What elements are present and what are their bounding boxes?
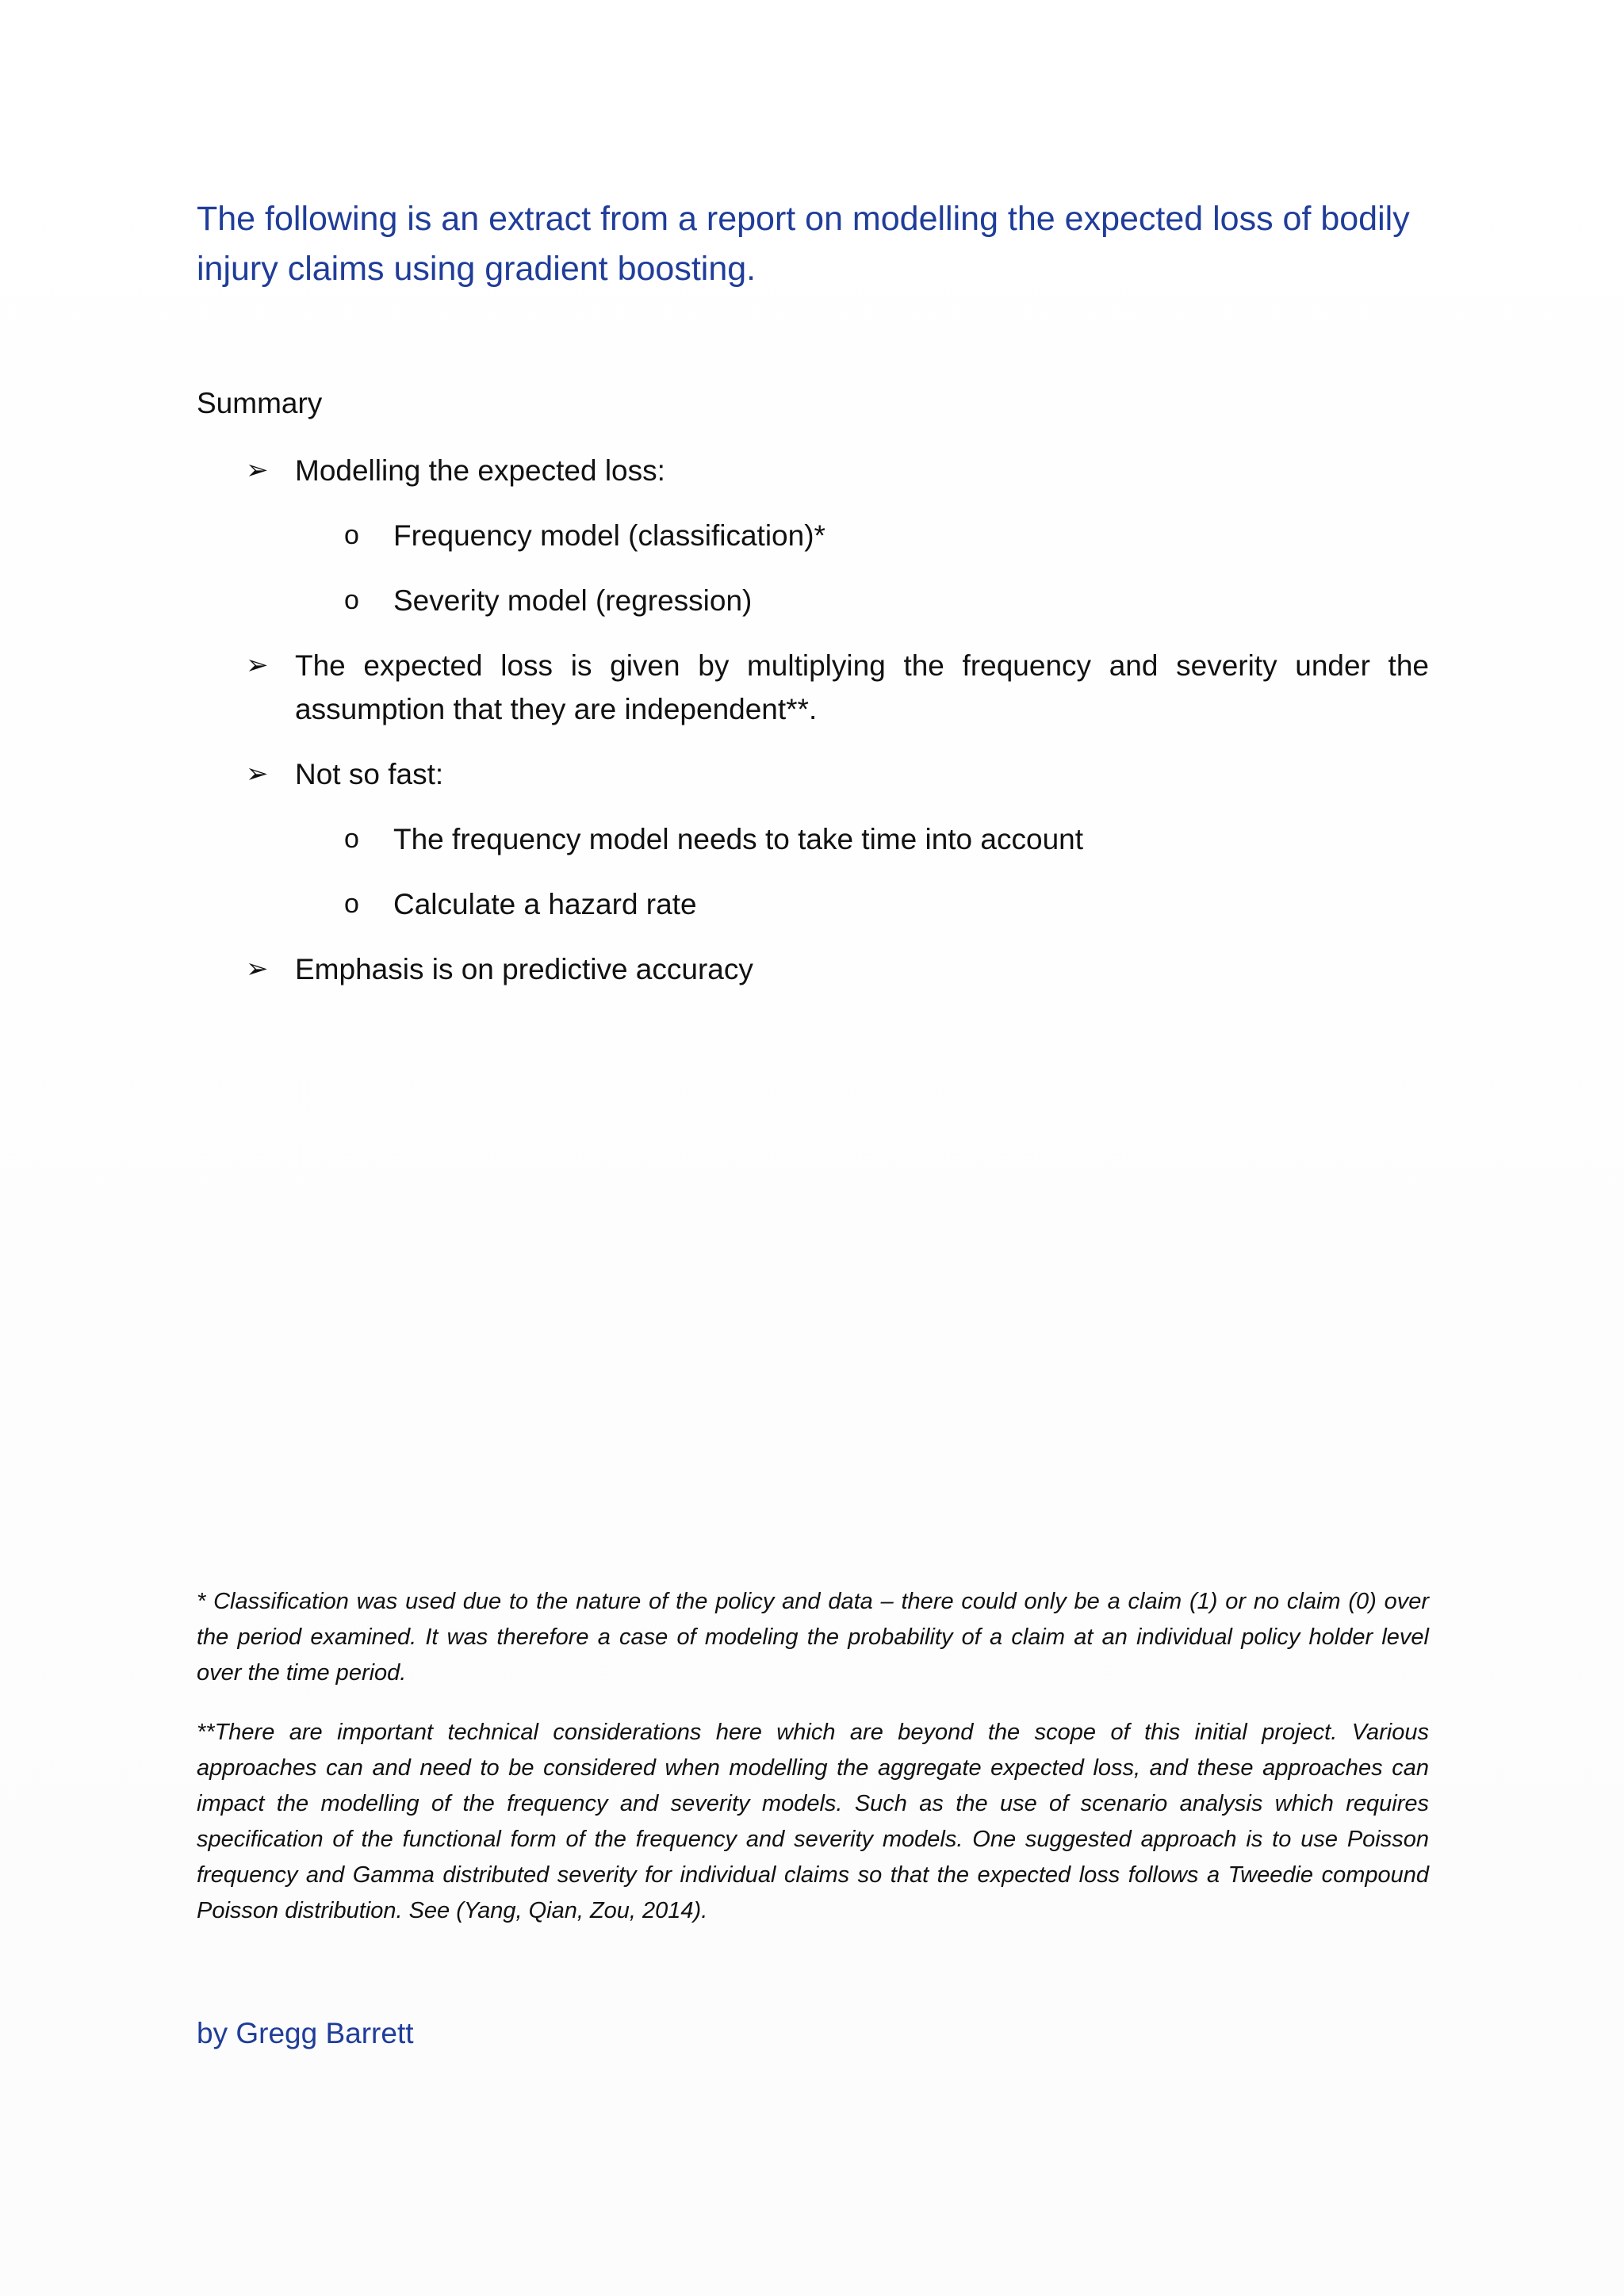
arrow-bullet-icon: ➢ [246,759,269,789]
list-item-text: Emphasis is on predictive accuracy [295,953,753,985]
list-item [197,449,1429,622]
summary-heading: Summary [197,387,323,419]
list-item [197,752,1429,926]
footnote-classification: * Classification was used due to the nature of the policy and data – there could only be a claim (1) or no claim (0) over the period examined. It was therefore a case of modeling the probability of a claim at an individual policy holder level over the time period. [197,1589,1429,1686]
sub-list-item [295,817,1429,861]
sub-list [295,817,1429,926]
list-item-text: Not so fast: [295,758,444,790]
circle-bullet-icon: o [344,889,359,919]
list-item-text: The expected loss is given by multiplying the frequency and severity under the assumption that they are independent**. [295,649,1429,725]
sub-list-item [295,882,1429,926]
arrow-bullet-icon: ➢ [246,455,269,485]
sub-list-item-text: Frequency model (classification)* [393,519,825,552]
footnotes [197,1584,1429,1953]
sub-list-item-text: Severity model (regression) [393,584,753,617]
list-item [197,644,1429,731]
sub-list-item-text: The frequency model needs to take time into account [393,823,1084,855]
circle-bullet-icon: o [344,520,359,550]
summary-list [197,449,1429,1012]
report-title: The following is an extract from a report on modelling the expected loss of bodily injury claims using gradient boosting. [197,200,1410,288]
arrow-bullet-icon: ➢ [246,954,269,984]
sub-list-item [295,579,1429,622]
sub-list-item [295,514,1429,557]
list-item-text: Modelling the expected loss: [295,454,665,487]
circle-bullet-icon: o [344,824,359,854]
author-byline: by Gregg Barrett [197,2017,414,2049]
list-item [197,947,1429,991]
circle-bullet-icon: o [344,585,359,615]
sub-list [295,514,1429,622]
sub-list-item-text: Calculate a hazard rate [393,888,697,920]
arrow-bullet-icon: ➢ [246,650,269,680]
footnote-technical: **There are important technical considerations here which are beyond the scope of this initial project. Various approaches can and need to be considered when modelling the aggregate expected loss, and these approaches can impact the modelling of the frequency and severity models. Such as the use of scenario analysis which requires specification of the functional form of the frequency and severity models. One suggested approach is to use Poisson frequency and Gamma distributed severity for individual claims so that the expected loss follows a Tweedie compound Poisson distribution. See (Yang, Qian, Zou, 2014). [197,1720,1429,1923]
